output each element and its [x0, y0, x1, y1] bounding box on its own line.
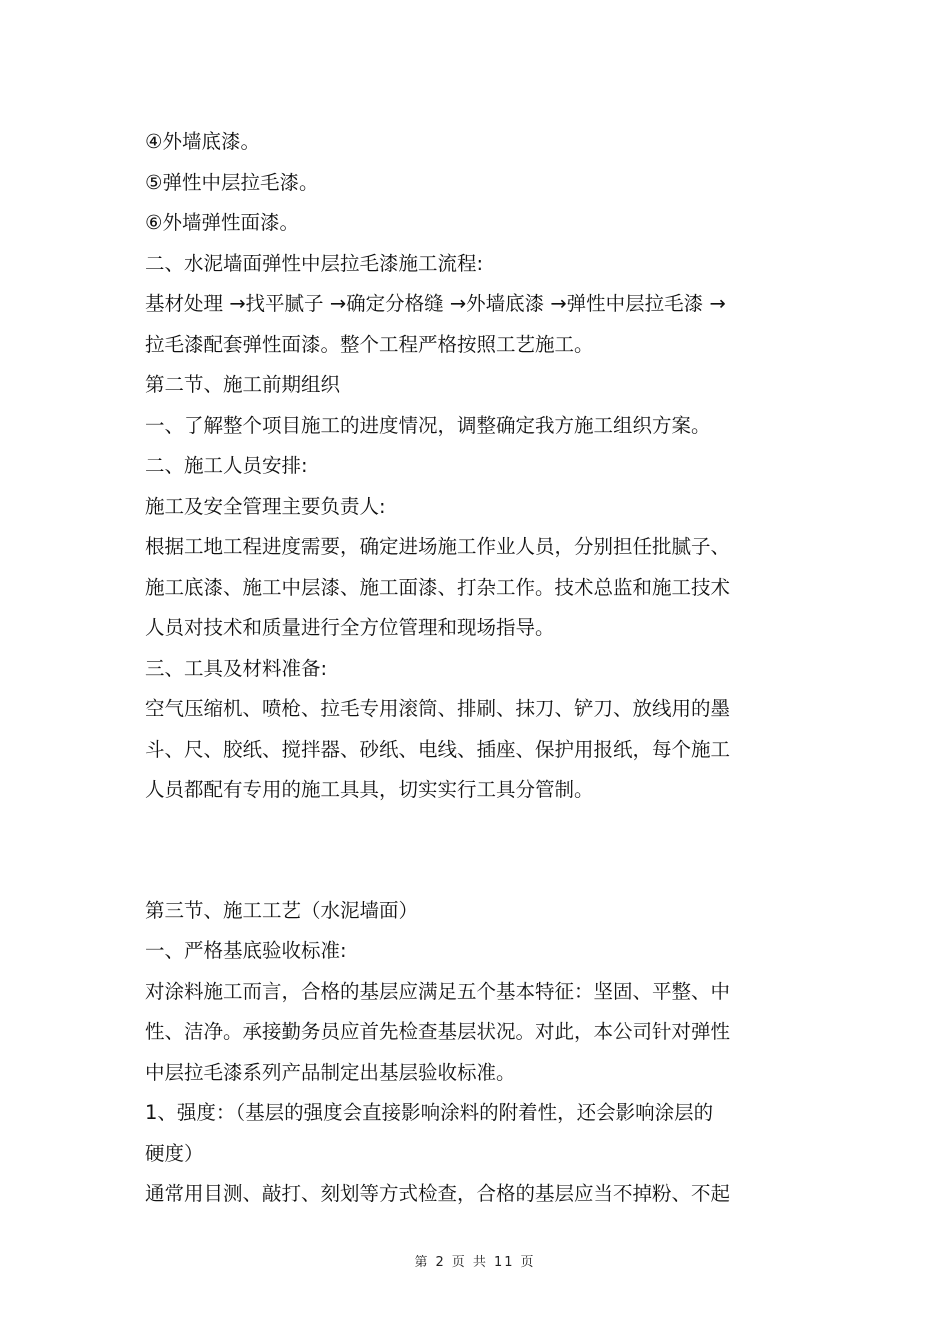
text-line: 一、了解整个项目施工的进度情况，调整确定我方施工组织方案。	[145, 413, 711, 437]
text-line: 根据工地工程进度需要，确定进场施工作业人员，分别担任批腻子、	[145, 535, 731, 558]
page-number: 2	[435, 1255, 446, 1270]
text-line: 斗、尺、胶纸、搅拌器、砂纸、电线、插座、保护用报纸，每个施工	[145, 737, 731, 761]
text-line: 对涂料施工而言，合格的基层应满足五个基本特征：坚固、平整、中	[145, 979, 731, 1003]
footer-suffix: 页	[520, 1255, 536, 1270]
section-heading: 三、工具及材料准备:	[145, 656, 328, 680]
footer-prefix: 第	[414, 1255, 430, 1270]
text-line: 拉毛漆配套弹性面漆。整个工程严格按照工艺施工。	[145, 332, 594, 356]
section-heading: 二、施工人员安排:	[145, 454, 308, 477]
section-heading: 一、严格基底验收标准:	[145, 939, 347, 962]
paragraph-gap	[145, 811, 825, 891]
text-line: 性、洁净。承接勤务员应首先检查基层状况。对此，本公司针对弹性	[145, 1020, 731, 1043]
footer-middle: 页 共	[451, 1255, 488, 1270]
page-footer	[0, 1251, 950, 1270]
text-line: 1、强度：（基层的强度会直接影响涂料的附着性，还会影响涂层的	[145, 1101, 714, 1124]
page-total: 11	[493, 1255, 515, 1270]
text-line: 硬度）	[145, 1141, 204, 1165]
section-heading: 第二节、施工前期组织	[145, 373, 341, 396]
text-line: 人员都配有专用的施工具具，切实实行工具分管制。	[145, 778, 594, 801]
text-line: 空气压缩机、喷枪、拉毛专用滚筒、排刷、抹刀、铲刀、放线用的墨	[145, 697, 731, 720]
text-line: 中层拉毛漆系列产品制定出基层验收标准。	[145, 1060, 516, 1084]
section-heading: 二、水泥墙面弹性中层拉毛漆施工流程:	[145, 251, 484, 275]
section-heading: 第三节、施工工艺（水泥墙面）	[145, 898, 419, 922]
text-line: ⑤弹性中层拉毛漆。	[145, 170, 319, 194]
text-line: 通常用目测、敲打、刻划等方式检查，合格的基层应当不掉粉、不起	[145, 1182, 731, 1205]
text-line: 基材处理 →找平腻子 →确定分格缝 →外墙底漆 →弹性中层拉毛漆 →	[145, 292, 726, 315]
document-body	[145, 122, 825, 1215]
text-line: ⑥外墙弹性面漆。	[145, 211, 299, 234]
text-line: 施工底漆、施工中层漆、施工面漆、打杂工作。技术总监和施工技术	[145, 575, 731, 599]
text-line: 施工及安全管理主要负责人:	[145, 494, 386, 518]
text-line: ④外墙底漆。	[145, 130, 260, 153]
text-line: 人员对技术和质量进行全方位管理和现场指导。	[145, 616, 555, 639]
